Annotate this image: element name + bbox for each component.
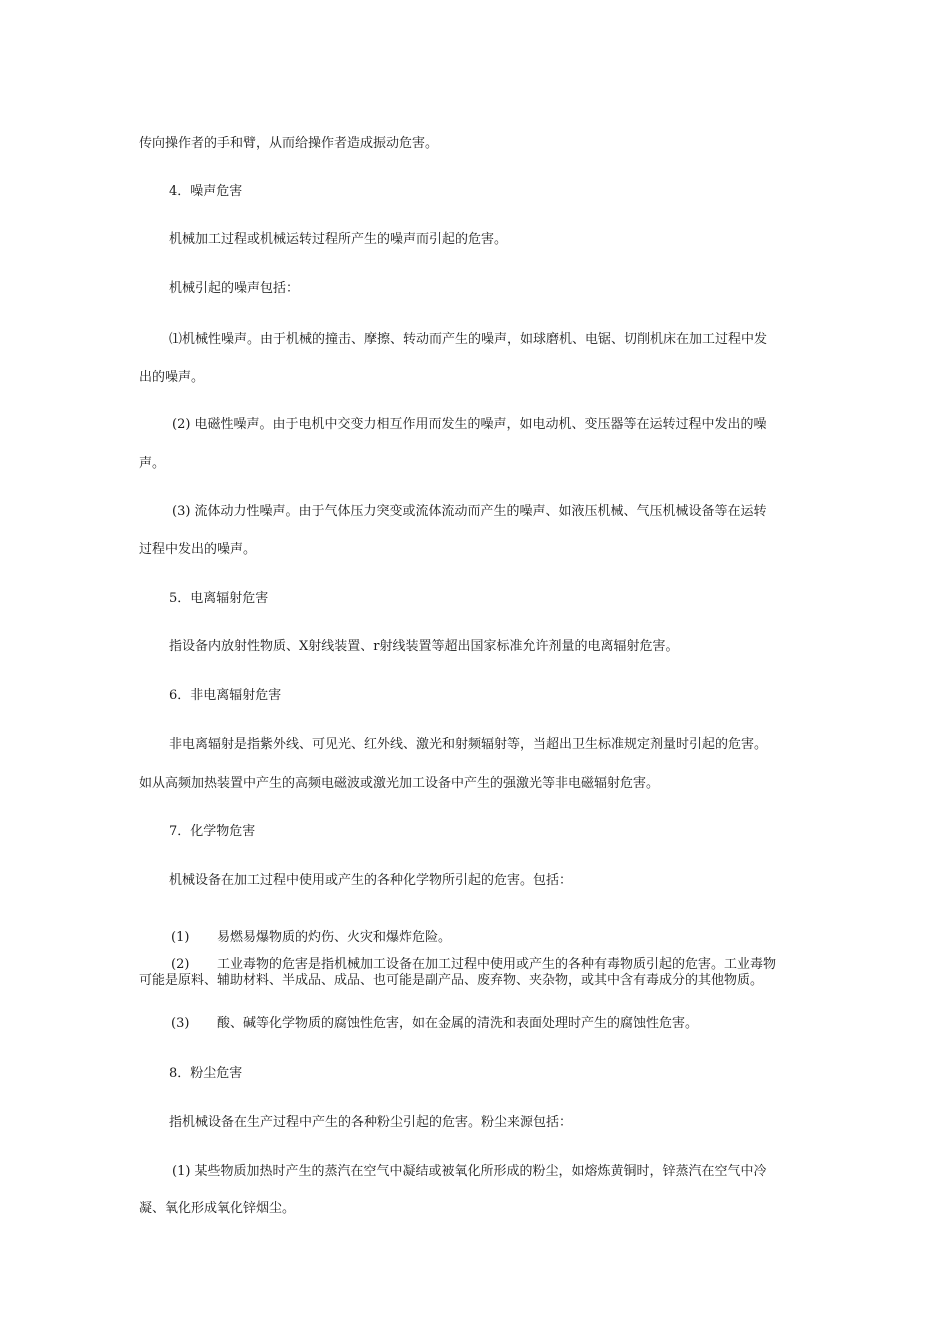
list-number: (1) (171, 930, 190, 945)
paragraph-non-ionizing-radiation-cont: 如从高频加热装置中产生的高频电磁波或激光加工设备中产生的强激光等非电磁辐射危害。 (139, 776, 660, 791)
paragraph-chemical-hazard: 机械设备在加工过程中使用或产生的各种化学物所引起的危害。包括： (169, 873, 573, 888)
list-text: 易燃易爆物质的灼伤、火灾和爆炸危险。 (217, 930, 452, 945)
paragraph-mechanical-noise-cont: 出的噪声。 (139, 370, 205, 385)
paragraph-non-ionizing-radiation: 非电离辐射是指紫外线、可见光、红外线、激光和射频辐射等，当超出卫生标准规定剂量时引起的危害。 (169, 737, 768, 752)
paragraph-mechanical-noise: ⑴机械性噪声。由于机械的撞击、摩擦、转动而产生的噪声，如球磨机、电锯、切削机床在加工过程中发 (169, 332, 768, 347)
paragraph-fluid-noise-cont: 过程中发出的噪声。 (139, 542, 257, 557)
paragraph-fluid-noise: (3) 流体动力性噪声。由于气体压力突变或流体流动而产生的噪声、如液压机械、气压机械设备等在运转 (172, 504, 767, 519)
paragraph-dust-source-cont: 凝、氧化形成氧化锌烟尘。 (139, 1201, 296, 1216)
heading-ionizing-radiation: 5．电离辐射危害 (169, 591, 269, 606)
paragraph-noise-definition: 机械加工过程或机械运转过程所产生的噪声而引起的危害。 (169, 232, 508, 247)
heading-dust-hazard: 8．粉尘危害 (169, 1066, 243, 1081)
paragraph-electromagnetic-noise: (2) 电磁性噪声。由于电机中交变力相互作用而发生的噪声，如电动机、变压器等在运转过程中发出的噪 (172, 417, 767, 432)
paragraph-vibration-end: 传向操作者的手和臂，从而给操作者造成振动危害。 (139, 136, 439, 151)
paragraph-ionizing-radiation: 指设备内放射性物质、X射线装置、r射线装置等超出国家标准允许剂量的电离辐射危害。 (169, 639, 679, 654)
paragraph-dust-source: (1) 某些物质加热时产生的蒸汽在空气中凝结或被氧化所形成的粉尘，如熔炼黄铜时，锌蒸汽在空气中冷 (172, 1164, 767, 1179)
list-number: (3) (171, 1016, 190, 1031)
paragraph-dust-hazard: 指机械设备在生产过程中产生的各种粉尘引起的危害。粉尘来源包括： (169, 1115, 573, 1130)
list-text: 工业毒物的危害是指机械加工设备在加工过程中使用或产生的各种有毒物质引起的危害。工业毒物 (217, 957, 777, 972)
heading-noise-hazard: 4．噪声危害 (169, 184, 243, 199)
heading-non-ionizing-radiation: 6．非电离辐射危害 (169, 688, 282, 703)
list-item-toxic-cont: 可能是原料、辅助材料、半成品、成品、也可能是副产品、废弃物、夹杂物，或其中含有毒成分的其他物质。 (139, 973, 764, 988)
heading-chemical-hazard: 7．化学物危害 (169, 824, 256, 839)
list-number: (2) (171, 957, 190, 972)
paragraph-noise-includes: 机械引起的噪声包括： (169, 281, 300, 296)
paragraph-electromagnetic-noise-cont: 声。 (139, 456, 166, 471)
list-text: 酸、碱等化学物质的腐蚀性危害，如在金属的清洗和表面处理时产生的腐蚀性危害。 (217, 1016, 699, 1031)
